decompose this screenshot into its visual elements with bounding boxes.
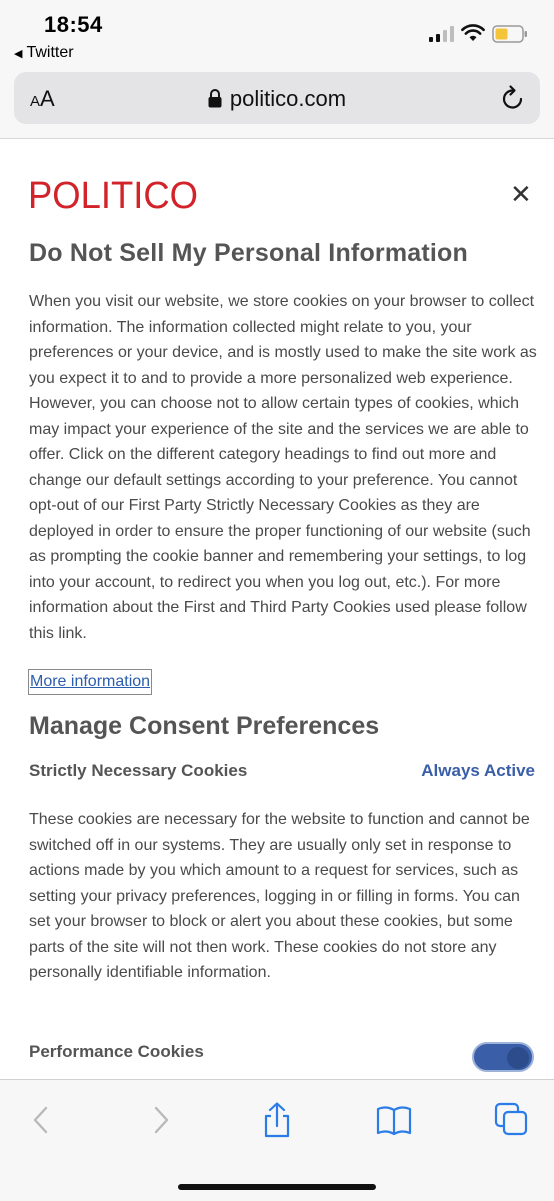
tabs-icon[interactable]: [494, 1102, 530, 1138]
share-icon[interactable]: [259, 1102, 295, 1138]
text-size-small-label: A: [30, 93, 41, 110]
performance-cookies-toggle[interactable]: [472, 1042, 534, 1072]
strictly-necessary-heading[interactable]: Strictly Necessary Cookies: [29, 761, 248, 780]
cookie-preference-dialog: [0, 139, 554, 1079]
back-icon[interactable]: [24, 1102, 60, 1138]
text-size-large-label: A: [40, 86, 55, 111]
wifi-icon: [461, 24, 485, 42]
bookmarks-icon[interactable]: [376, 1102, 412, 1138]
back-app-label: Twitter: [26, 44, 74, 61]
intro-text: When you visit our website, we store cookies on your browser to collect information. The information collected might relate to you, your preferences or your device, and is mostly used to make the site work as you expect it to and to provide a more personalized web experience. However, you can choose not to allow certain types of cookies, which may impact your experience of the site and the services we are able to offer. Click on the different category headings to find out more and change our default settings according to your preference. You cannot opt-out of our First Party Strictly Necessary Cookies as they are deployed in order to ensure the proper functioning of our website (such as prompting the cookie banner and remembering your settings, to log into your account, to redirect you when you log out, etc.). For more information about the First and Third Party Cookies used please follow this link.: [29, 293, 537, 642]
dialog-title: Do Not Sell My Personal Information: [29, 239, 468, 267]
address-bar[interactable]: [14, 72, 540, 124]
politico-logo: [28, 175, 200, 215]
url-display[interactable]: [14, 86, 540, 112]
browser-toolbar: [0, 1079, 554, 1201]
cellular-signal-icon: [429, 26, 455, 42]
performance-cookies-heading[interactable]: Performance Cookies: [29, 1042, 204, 1061]
manage-consent-heading: Manage Consent Preferences: [29, 712, 380, 740]
lock-icon: [208, 88, 222, 108]
home-indicator: [178, 1184, 376, 1190]
toggle-knob: [507, 1047, 529, 1069]
more-information-link[interactable]: More information: [28, 669, 152, 695]
clock: 18:54: [44, 12, 103, 37]
domain-text: politico.com: [229, 86, 347, 111]
browser-address-area: [0, 68, 554, 139]
back-triangle-icon: ◀: [14, 47, 23, 60]
close-button[interactable]: ✕: [510, 179, 532, 209]
battery-icon: [492, 25, 528, 43]
forward-icon[interactable]: [143, 1102, 179, 1138]
back-to-app-button[interactable]: [14, 44, 74, 62]
strictly-necessary-description: These cookies are necessary for the website to function and cannot be switched off in our systems. They are usually only set in response to actions made by you which amount to a request for services, such as setting your privacy preferences, logging in or filling in forms. You can set your browser to block or alert you about these cookies, but some parts of the site will not then work. These cookies do not store any personally identifiable information.: [29, 811, 530, 981]
reload-icon[interactable]: [500, 84, 526, 112]
status-bar: [0, 0, 554, 68]
always-active-status: Always Active: [421, 761, 535, 780]
svg-text:POLITICO: POLITICO: [28, 175, 198, 215]
